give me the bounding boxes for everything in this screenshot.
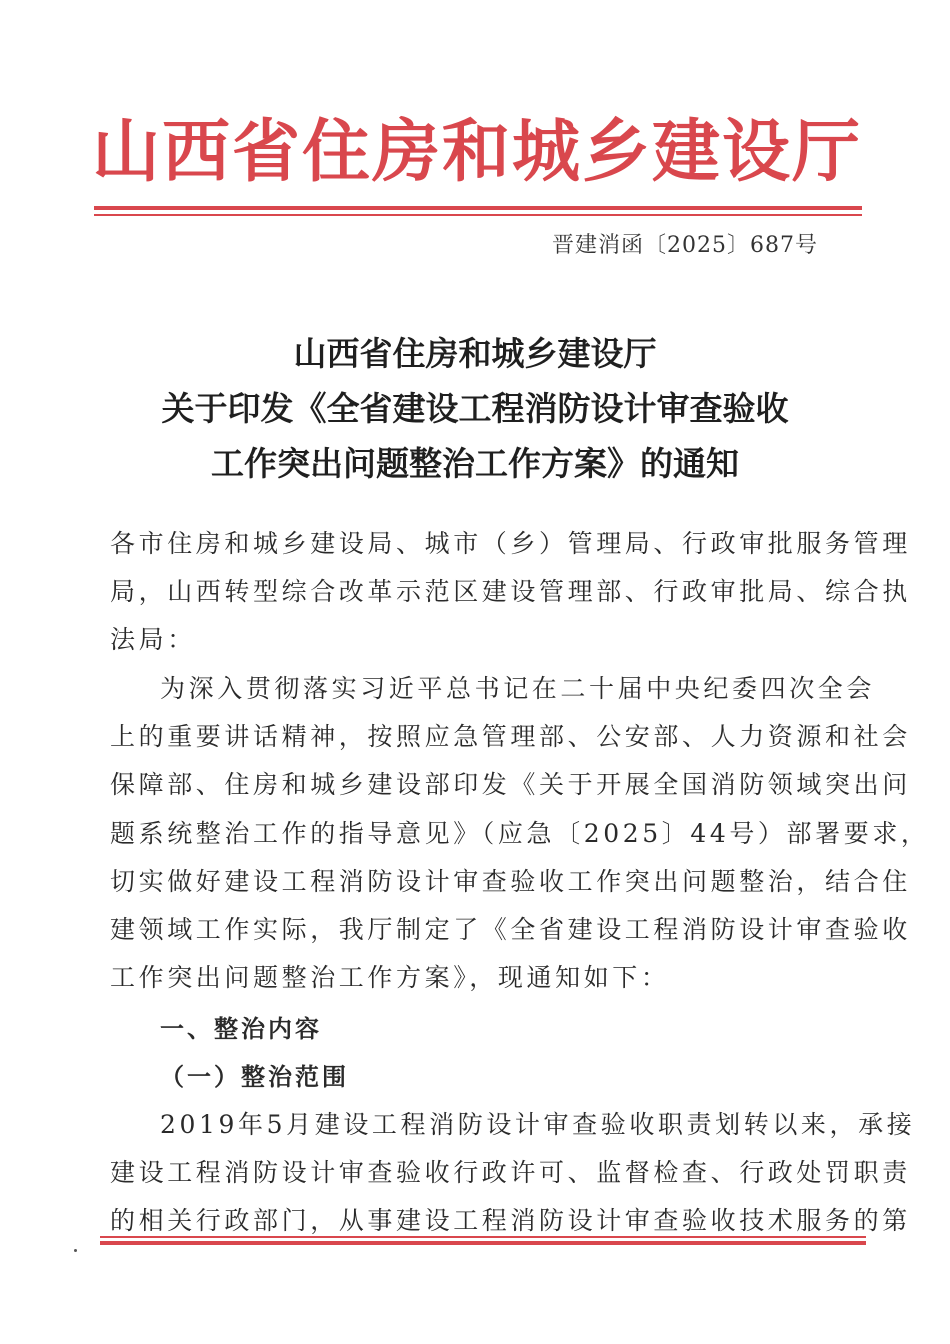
intro-line-7: 工作突出问题整治工作方案》，现通知如下： (110, 963, 670, 992)
letterhead-red-rule-thin (94, 214, 862, 216)
section-line-2: 建设工程消防设计审查验收行政许可、监督检查、行政处罚职责 (110, 1158, 911, 1187)
addressee-line-2: 局，山西转型综合改革示范区建设管理部、行政审批局、综合执 (110, 577, 911, 606)
title-line-2: 关于印发《全省建设工程消防设计审查验收 (161, 389, 789, 428)
section-heading: 一、整治内容 (160, 1015, 322, 1043)
section-line-3: 的相关行政部门，从事建设工程消防设计审查验收技术服务的第 (110, 1206, 911, 1235)
scan-speck (74, 1249, 77, 1252)
intro-line-4: 题系统整治工作的指导意见》（应急〔2025〕44号）部署要求， (110, 819, 930, 848)
intro-line-6: 建领域工作实际，我厅制定了《全省建设工程消防设计审查验收 (110, 915, 911, 944)
letterhead-org-name: 山西省住房和城乡建设厅 (92, 112, 863, 192)
footer-red-rule-thin (100, 1236, 866, 1238)
addressee-line-1: 各市住房和城乡建设局、城市（乡）管理局、行政审批服务管理 (110, 529, 911, 558)
letterhead-red-rule-thick (94, 206, 862, 210)
intro-line-5: 切实做好建设工程消防设计审查验收工作突出问题整治，结合住 (110, 867, 911, 896)
intro-line-3: 保障部、住房和城乡建设部印发《关于开展全国消防领域突出问 (110, 770, 911, 799)
intro-line-2: 上的重要讲话精神，按照应急管理部、公安部、人力资源和社会 (110, 722, 911, 751)
title-line-1: 山西省住房和城乡建设厅 (293, 334, 657, 373)
subsection-heading: （一）整治范围 (160, 1063, 349, 1091)
section-line-1: 2019年5月建设工程消防设计审查验收职责划转以来，承接 (160, 1110, 916, 1139)
document-title (60, 326, 890, 491)
title-line-3: 工作突出问题整治工作方案》的通知 (211, 444, 739, 483)
document-number: 晋建消函〔2025〕687号 (552, 233, 818, 258)
intro-line-1: 为深入贯彻落实习近平总书记在二十届中央纪委四次全会 (160, 674, 876, 703)
addressee-line-3: 法局： (110, 625, 196, 654)
footer-red-rule-thick (100, 1241, 866, 1245)
